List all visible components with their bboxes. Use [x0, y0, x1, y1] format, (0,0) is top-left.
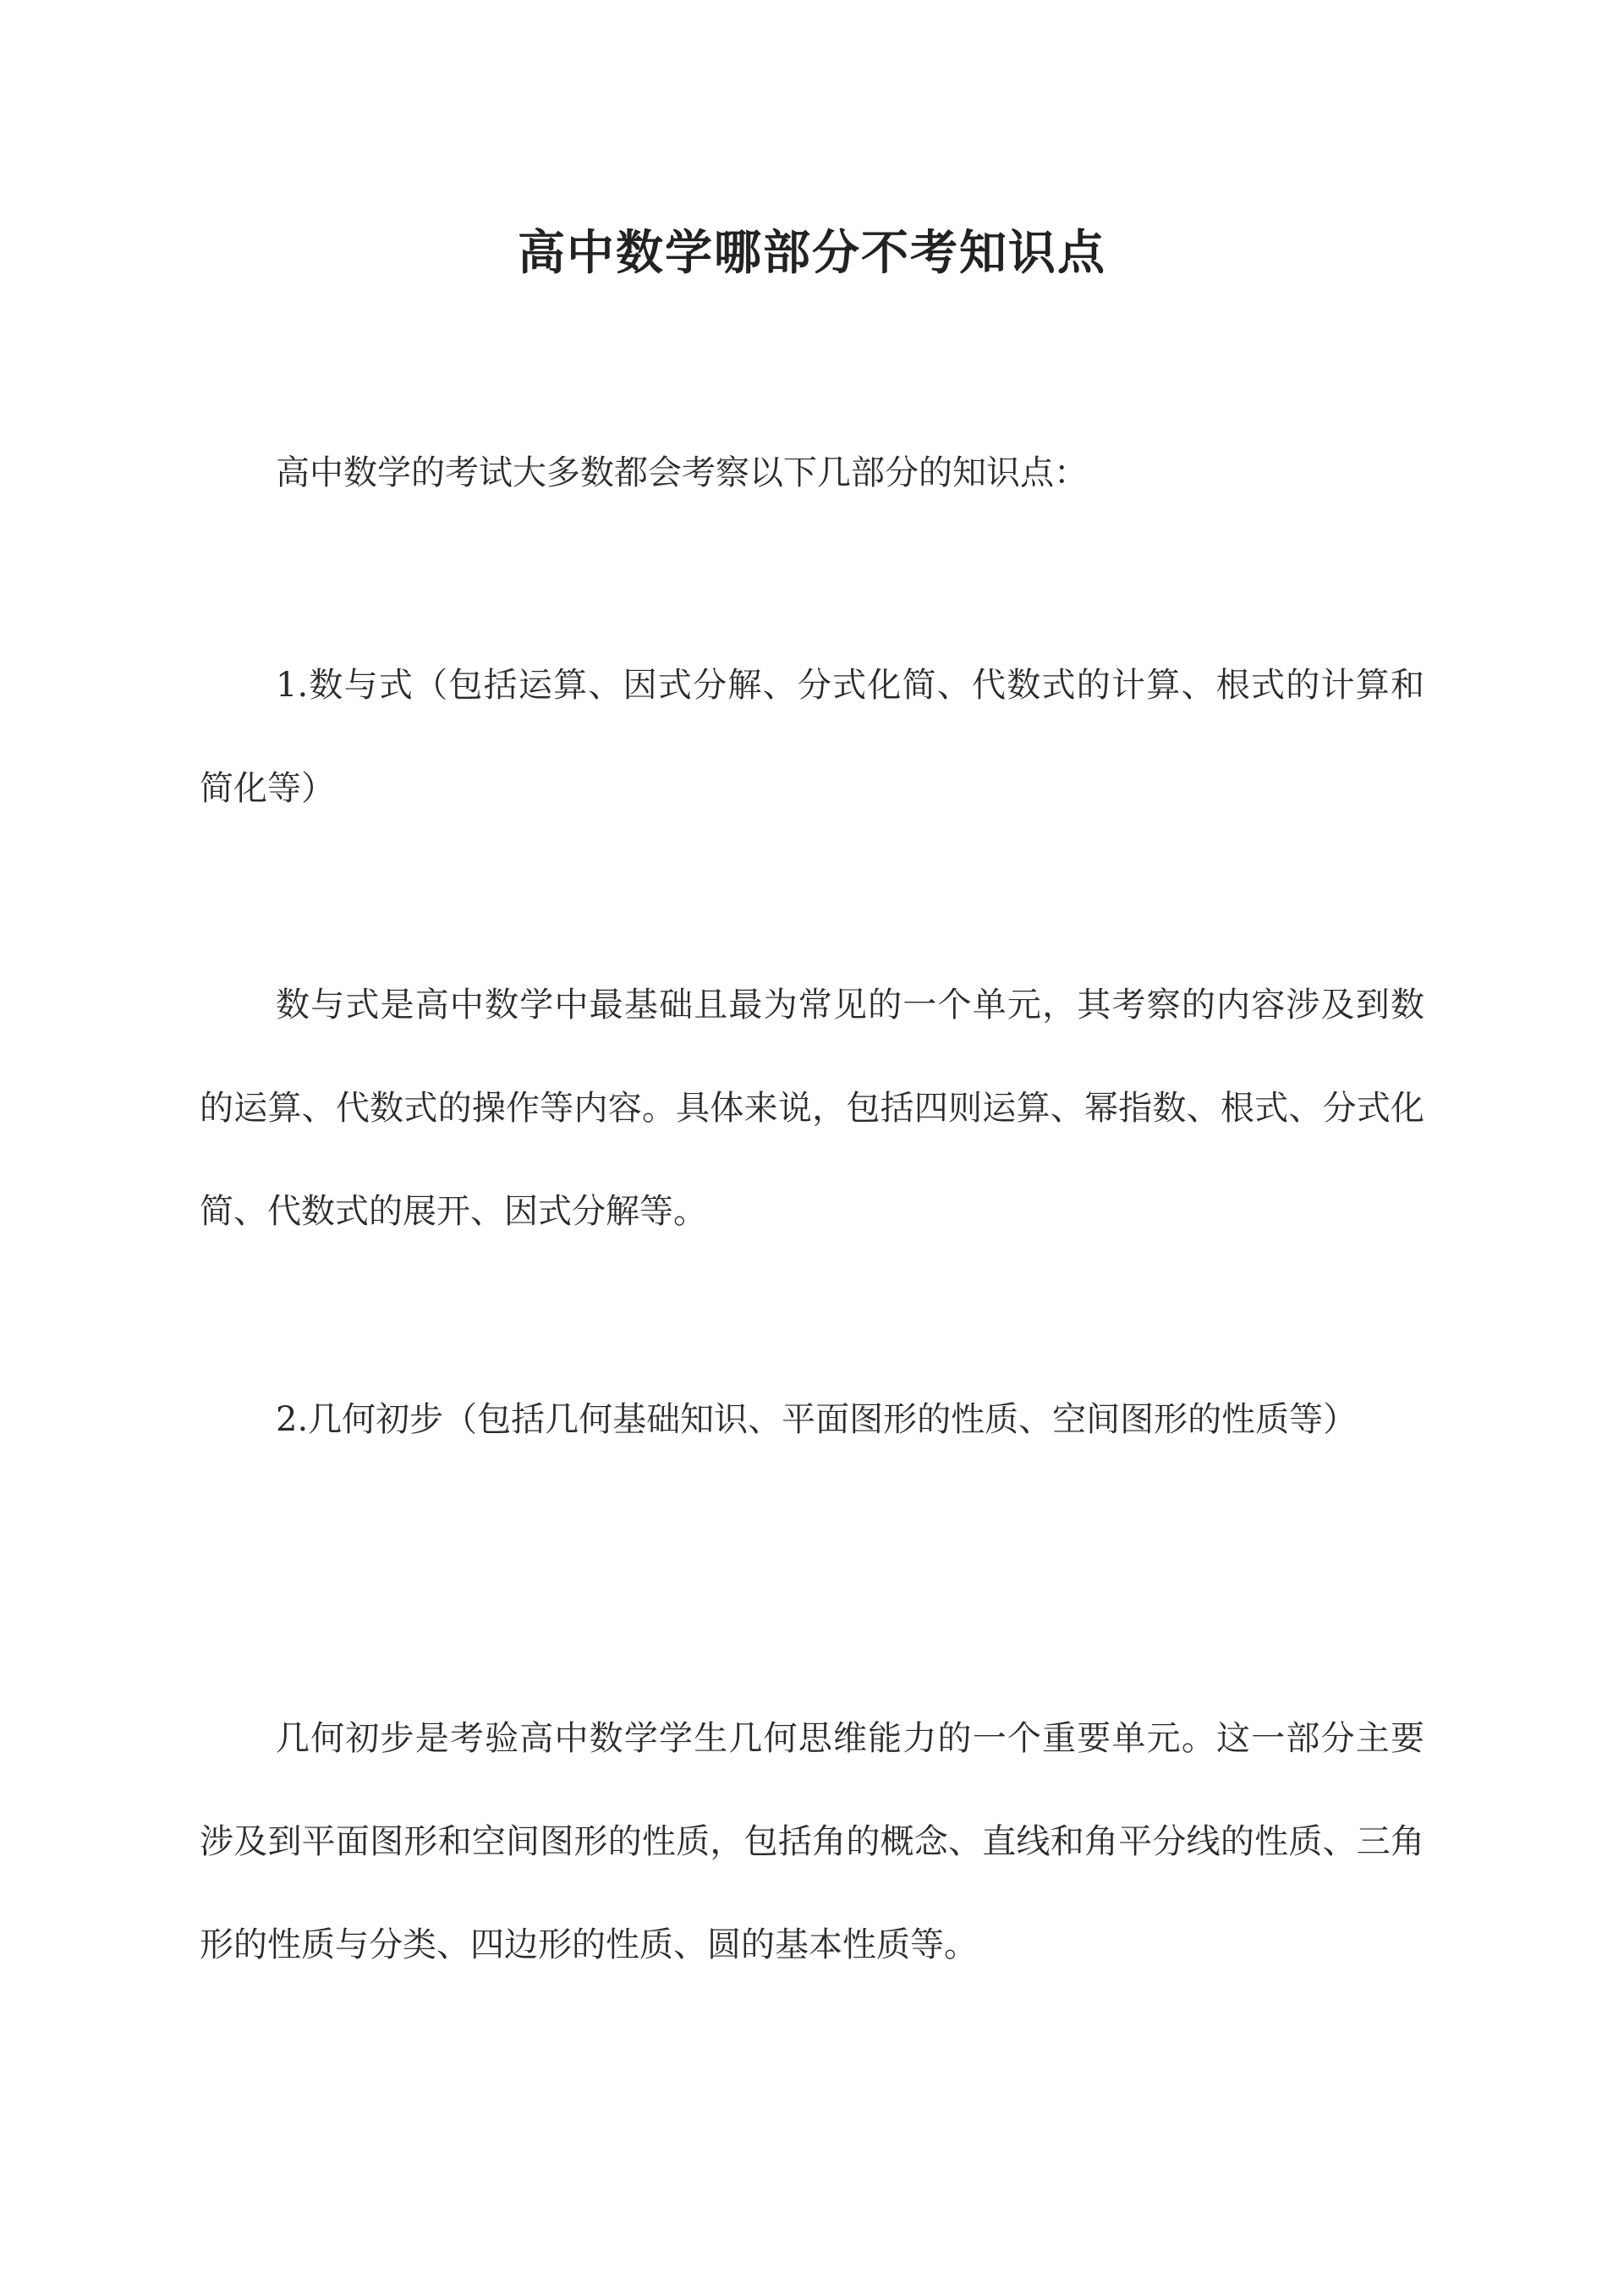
- section-body-basic-geometry: 几何初步是考验高中数学学生几何思维能力的一个重要单元。这一部分主要涉及到平面图形和空间图形的性质，包括角的概念、直线和角平分线的性质、三角形的性质与分类、四边形的性质、圆的基本性质等。: [200, 1719, 1424, 1964]
- section-heading-numbers-and-expressions: 1.数与式（包括运算、因式分解、分式化简、代数式的计算、根式的计算和简化等）: [200, 666, 1424, 808]
- page-title: 高中数学哪部分不考知识点: [518, 224, 1106, 281]
- intro-paragraph: 高中数学的考试大多数都会考察以下几部分的知识点：: [276, 453, 1088, 492]
- section-body-numbers-and-expressions: 数与式是高中数学中最基础且最为常见的一个单元，其考察的内容涉及到数的运算、代数式的操作等内容。具体来说，包括四则运算、幂指数、根式、分式化简、代数式的展开、因式分解等。: [200, 986, 1424, 1231]
- section-heading-basic-geometry: 2.几何初步（包括几何基础知识、平面图形的性质、空间图形的性质等）: [276, 1400, 1358, 1439]
